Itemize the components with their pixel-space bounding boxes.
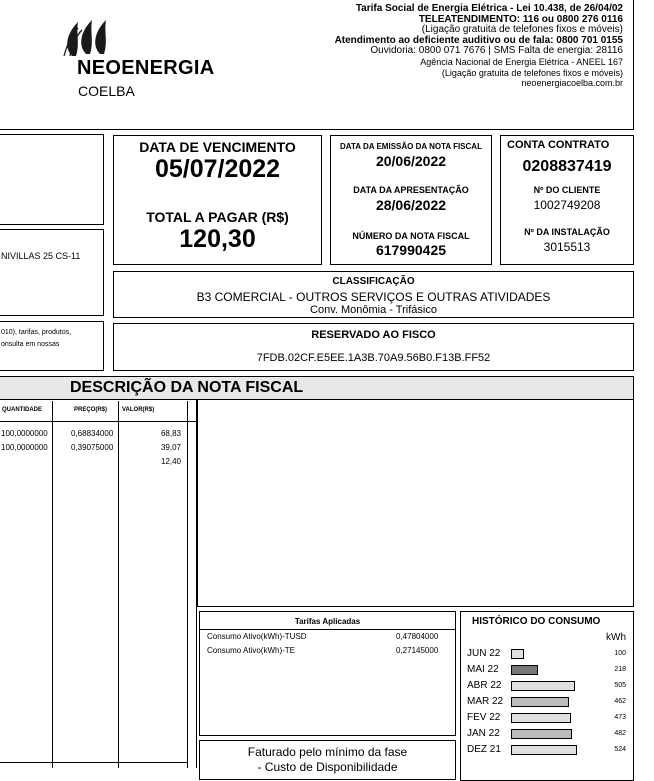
- tariffs-title: Tarifas Aplicadas: [294, 617, 361, 626]
- fisco-label: RESERVADO AO FISCO: [311, 329, 436, 341]
- col-price: PREÇO(R$): [74, 407, 108, 413]
- description-table: [0, 400, 197, 768]
- description-title-bar: [0, 376, 634, 400]
- classification-box: [113, 271, 634, 318]
- description-header-row: [0, 400, 197, 422]
- address-fragment: NIVILLAS 25 CS-11: [1, 251, 81, 261]
- history-value: 482: [614, 730, 626, 737]
- row-price: 0,39075000: [71, 443, 114, 452]
- classification-label: CLASSIFICAÇÃO: [332, 276, 415, 287]
- history-month: MAR 22: [467, 696, 504, 707]
- header-right-border: [633, 0, 634, 130]
- description-detail-area: [197, 400, 634, 607]
- header-info: [263, 4, 623, 89]
- contract-label: CONTA CONTRATO: [507, 139, 610, 151]
- history-bar: [511, 697, 569, 707]
- invoice-dates-box: [330, 135, 492, 265]
- row-value: 39,07: [160, 443, 181, 452]
- table-row: [0, 443, 197, 454]
- install-value: 3015513: [543, 240, 591, 254]
- contract-value: 0208837419: [522, 158, 612, 175]
- due-date-label: DATA DE VENCIMENTO: [139, 139, 296, 155]
- history-bar: [511, 681, 575, 691]
- tariffs-divider: [200, 629, 455, 630]
- billing-note-box: [199, 740, 456, 780]
- left-box-1: [0, 134, 104, 225]
- notice-line-1: 010), tarifas, produtos,: [1, 329, 72, 336]
- tariff-value: 0,47804000: [396, 632, 439, 641]
- header-divider: [0, 129, 634, 130]
- history-value: 473: [614, 714, 626, 721]
- tariff-name: Consumo Ativo(kWh)-TUSD: [207, 632, 307, 641]
- total-label: TOTAL A PAGAR (R$): [146, 209, 289, 225]
- total-value: 120,30: [179, 225, 256, 253]
- history-month: ABR 22: [467, 680, 502, 691]
- due-date-value: 05/07/2022: [154, 155, 281, 183]
- history-value: 505: [614, 682, 626, 689]
- header-line-4: Atendimento ao deficiente auditivo ou de fala: 0800 701 0155: [334, 34, 623, 46]
- history-bar: [511, 745, 577, 755]
- invoice-number-label: NÚMERO DA NOTA FISCAL: [352, 231, 470, 241]
- table-row: [0, 457, 197, 468]
- col-value: VALOR(R$): [122, 407, 155, 413]
- brand-name: NEOENERGIA: [77, 57, 215, 79]
- presentation-label: DATA DA APRESENTAÇÃO: [353, 185, 469, 195]
- table-bottom-line: [0, 762, 188, 763]
- classification-line-2: Conv. Monômia - Trifásico: [310, 304, 437, 316]
- history-month: JUN 22: [467, 648, 501, 659]
- history-bar: [511, 665, 538, 675]
- history-month: DEZ 21: [467, 744, 501, 755]
- invoice-number-value: 617990425: [375, 242, 447, 258]
- history-value: 100: [614, 650, 626, 657]
- client-value: 1002749208: [533, 198, 601, 212]
- notice-line-2: onsulta em nossas: [1, 341, 60, 348]
- header-line-6: Agência Nacional de Energia Elétrica - ANEEL 167: [420, 56, 623, 67]
- column-divider: [187, 401, 188, 768]
- history-title: HISTÓRICO DO CONSUMO: [472, 616, 601, 627]
- neoenergia-logo-icon: [62, 18, 118, 58]
- history-value: 462: [614, 698, 626, 705]
- row-value: 68,83: [160, 429, 181, 438]
- emission-value: 20/06/2022: [375, 153, 447, 169]
- history-month: JAN 22: [467, 728, 500, 739]
- row-value: 12,40: [160, 457, 181, 466]
- description-title: DESCRIÇÃO DA NOTA FISCAL: [70, 379, 304, 396]
- row-qty: 100,0000000: [1, 429, 48, 438]
- history-month: MAI 22: [467, 664, 499, 675]
- billing-note-line-2: - Custo de Disponibilidade: [257, 760, 398, 774]
- header-line-8: neoenergiacoelba.com.br: [521, 78, 623, 89]
- brand-subname: COELBA: [78, 83, 135, 99]
- header-line-5: Ouvidoria: 0800 071 7676 | SMS Falta de energia: 28116: [370, 45, 623, 57]
- header-line-2: TELEATENDIMENTO: 116 ou 0800 276 0116: [418, 13, 623, 25]
- history-unit: kWh: [606, 632, 626, 643]
- column-divider: [52, 401, 53, 768]
- header-line-3: (Ligação gratuita de telefones fixos e móveis): [421, 24, 623, 36]
- row-qty: 100,0000000: [1, 443, 48, 452]
- fisco-box: [113, 323, 634, 371]
- fisco-code: 7FDB.02CF.E5EE.1A3B.70A9.56B0.F13B.FF52: [256, 352, 491, 364]
- history-bar: [511, 649, 524, 659]
- col-quantity: QUANTIDADE: [2, 407, 42, 413]
- classification-line-1: B3 COMERCIAL - OUTROS SERVIÇOS E OUTRAS ATIVIDADES: [196, 290, 551, 304]
- history-value: 524: [614, 746, 626, 753]
- billing-note-line-1: Faturado pelo mínimo da fase: [247, 745, 408, 759]
- column-divider: [118, 401, 119, 768]
- history-month: FEV 22: [467, 712, 501, 723]
- history-bar: [511, 729, 572, 739]
- header-line-7: (Ligação gratuita de telefones fixos e móveis): [441, 67, 623, 78]
- left-box-notice: [0, 321, 104, 371]
- left-box-address: [0, 229, 104, 316]
- tariff-name: Consumo Ativo(kWh)-TE: [207, 646, 296, 655]
- history-bar: [511, 713, 571, 723]
- table-row: [0, 429, 197, 440]
- history-value: 218: [614, 666, 626, 673]
- due-box: [113, 135, 322, 265]
- contract-box: [500, 135, 634, 265]
- row-price: 0,68834000: [71, 429, 114, 438]
- emission-label: DATA DA EMISSÃO DA NOTA FISCAL: [340, 142, 482, 151]
- presentation-value: 28/06/2022: [375, 197, 447, 213]
- install-label: Nº DA INSTALAÇÃO: [524, 227, 610, 237]
- tariffs-box: [199, 611, 456, 736]
- header-line-1: Tarifa Social de Energia Elétrica - Lei 10.438, de 26/04/02: [355, 3, 623, 14]
- tariff-value: 0,27145000: [396, 646, 439, 655]
- client-label: Nº DO CLIENTE: [533, 185, 601, 195]
